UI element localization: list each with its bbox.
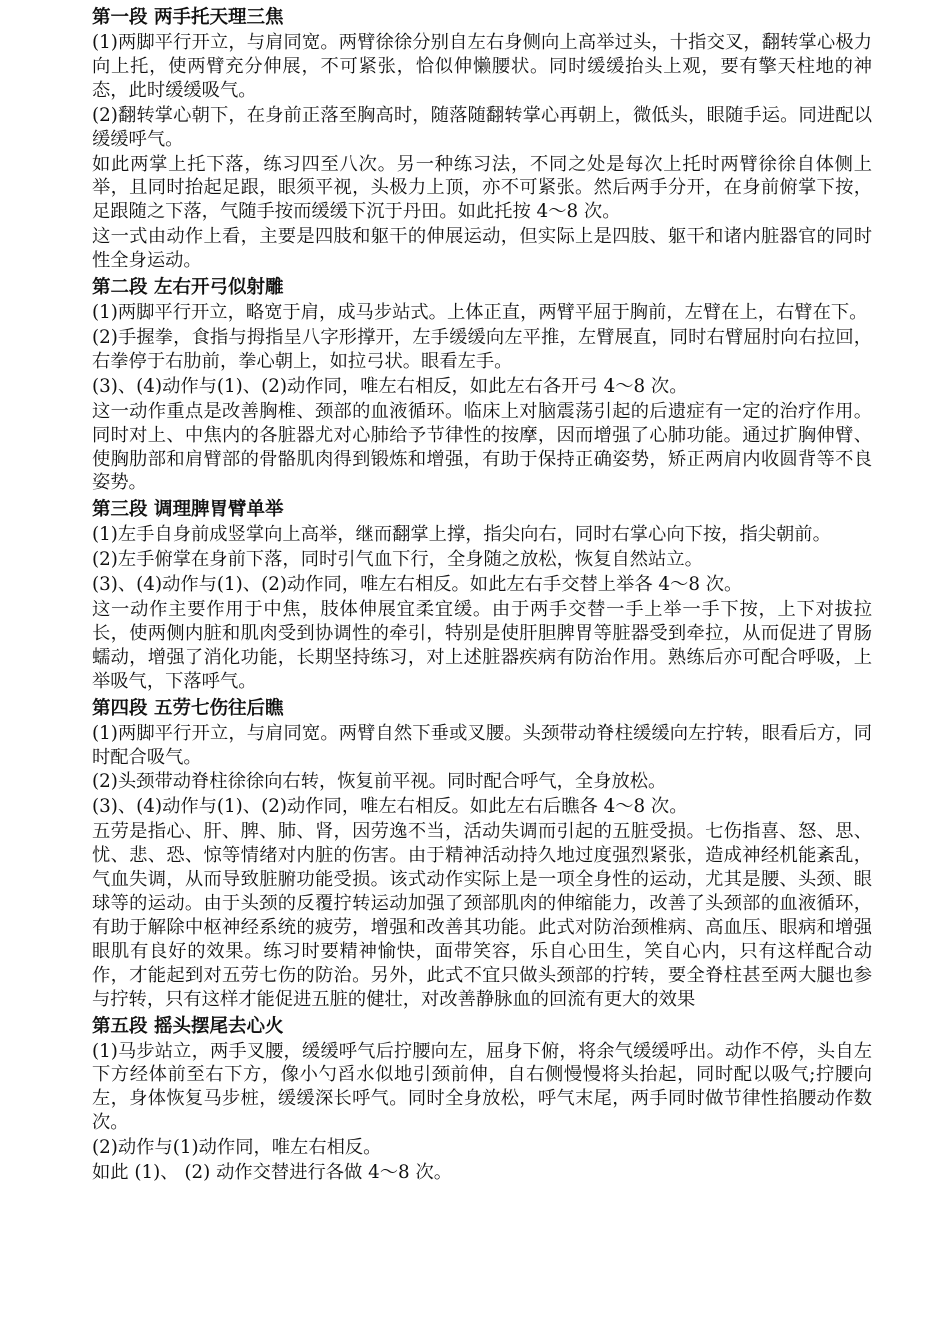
- paragraph: (2)左手俯掌在身前下落，同时引气血下行，全身随之放松，恢复自然站立。: [92, 549, 703, 571]
- section-heading: 第五段 摇头摆尾去心火: [92, 1015, 284, 1037]
- paragraph: (3)、(4)动作与(1)、(2)动作同，唯左右相反。如此左右手交替上举各 4～8 次。: [92, 574, 743, 596]
- section-heading: 第一段 两手托天理三焦: [92, 7, 284, 28]
- paragraph: 五劳是指心、肝、脾、肺、肾，因劳逸不当，活动失调而引起的五脏受损。七伤指喜、怒、思、忧、悲、恐、惊等情绪对内脏的伤害。由于精神活动持久地过度强烈紧张，造成神经机能紊乱，气血失调，从而导致脏腑功能受损。该式动作实际上是一项全身性的运动，尤其是腰、头颈、眼球等的运动。由于头颈的反覆拧转运动加强了颈部肌肉的伸缩能力，改善了头颈部的血液循环，有助于解除中枢神经系统的疲劳，增强和改善其功能。此式对防治颈椎病、高血压、眼病和增强眼肌有良好的效果。练习时要精神愉快，面带笑容，乐自心田生，笑自心内，只有这样配合动作，才能起到对五劳七伤的防治。另外，此式不宜只做头颈部的拧转，要全脊柱甚至两大腿也参与拧转，只有这样才能促进五脏的健壮，对改善静脉血的回流有更大的效果: [92, 821, 872, 1010]
- paragraph: 这一动作主要作用于中焦，肢体伸展宜柔宜缓。由于两手交替一手上举一手下按，上下对拔拉长，使两侧内脏和肌肉受到协调性的牵引，特别是使肝胆脾胃等脏器受到牵拉，从而促进了胃肠蠕动，增强了消化功能，长期坚持练习，对上述脏器疾病有防治作用。熟练后亦可配合呼吸，上举吸气，下落呼气。: [92, 599, 872, 692]
- paragraph: (2)手握拳，食指与拇指呈八字形撑开，左手缓缓向左平推，左臂展直，同时右臂屈肘向右拉回，右拳停于右肋前，拳心朝上，如拉弓状。眼看左手。: [92, 326, 872, 372]
- section-heading: 第二段 左右开弓似射雕: [92, 277, 284, 299]
- section-4: [92, 695, 872, 1012]
- paragraph: (3)、(4)动作与(1)、(2)动作同，唯左右相反，如此左右各开弓 4～8 次。: [92, 375, 688, 397]
- paragraph: (1)两脚平行开立，略宽于肩，成马步站式。上体正直，两臂平屈于胸前，左臂在上，右臂在下。: [92, 302, 868, 324]
- section-2: [92, 274, 872, 495]
- paragraph: (1)两脚平行开立，与肩同宽。两臂自然下垂或叉腰。头颈带动脊柱缓缓向左拧转，眼看后方，同时配合吸气。: [92, 722, 872, 768]
- section-3: [92, 496, 872, 693]
- paragraph: 如此 (1)、 (2) 动作交替进行各做 4～8 次。: [92, 1162, 453, 1184]
- section-1: [92, 4, 872, 273]
- paragraph: (3)、(4)动作与(1)、(2)动作同，唯左右相反。如此左右后瞧各 4～8 次。: [92, 796, 688, 818]
- paragraph: 这一动作重点是改善胸椎、颈部的血液循环。临床上对脑震荡引起的后遗症有一定的治疗作用。同时对上、中焦内的各脏器尤对心肺给予节律性的按摩，因而增强了心肺功能。通过扩胸伸臂、使胸肋部和肩臂部的骨骼肌肉得到锻炼和增强，有助于保持正确姿势，矫正两肩内收圆背等不良姿势。: [92, 400, 872, 494]
- paragraph: 这一式由动作上看，主要是四肢和躯干的伸展运动，但实际上是四肢、躯干和诸内脏器官的同时性全身运动。: [92, 226, 872, 272]
- paragraph: (2)翻转掌心朝下，在身前正落至胸高时，随落随翻转掌心再朝上，微低头，眼随手运。同进配以缓缓呼气。: [92, 104, 872, 150]
- section-heading: 第四段 五劳七伤往后瞧: [92, 697, 284, 719]
- paragraph: 如此两掌上托下落，练习四至八次。另一种练习法，不同之处是每次上托时两臂徐徐自体侧上举，且同时抬起足跟，眼须平视，头极力上顶，亦不可紧张。然后两手分开，在身前俯掌下按，足跟随之下落，气随手按而缓缓下沉于丹田。如此托按 4～8 次。: [92, 153, 872, 223]
- section-5: [92, 1013, 872, 1185]
- paragraph: (2)头颈带动脊柱徐徐向右转，恢复前平视。同时配合呼气，全身放松。: [92, 771, 667, 793]
- paragraph: (1)左手自身前成竖掌向上高举，继而翻掌上撑，指尖向右，同时右掌心向下按，指尖朝前。: [92, 524, 831, 546]
- section-heading: 第三段 调理脾胃臂单举: [92, 499, 284, 521]
- paragraph: (2)动作与(1)动作同，唯左右相反。: [92, 1137, 382, 1159]
- paragraph: (1)马步站立，两手叉腰，缓缓呼气后拧腰向左，屈身下俯，将余气缓缓呼出。动作不停，头自左下方经体前至右下方，像小勺舀水似地引颈前伸，自右侧慢慢将头抬起，同时配以吸气;拧腰向左，身体恢复马步桩，缓缓深长呼气。同时全身放松，呼气末尾，两手同时做节律性掐腰动作数次。: [92, 1040, 872, 1134]
- paragraph: (1)两脚平行开立，与肩同宽。两臂徐徐分别自左右身侧向上高举过头，十指交叉，翻转掌心极力向上托，使两臂充分伸展，不可紧张，恰似伸懒腰状。同时缓缓抬头上观，要有擎天柱地的神态，此时缓缓吸气。: [92, 32, 872, 101]
